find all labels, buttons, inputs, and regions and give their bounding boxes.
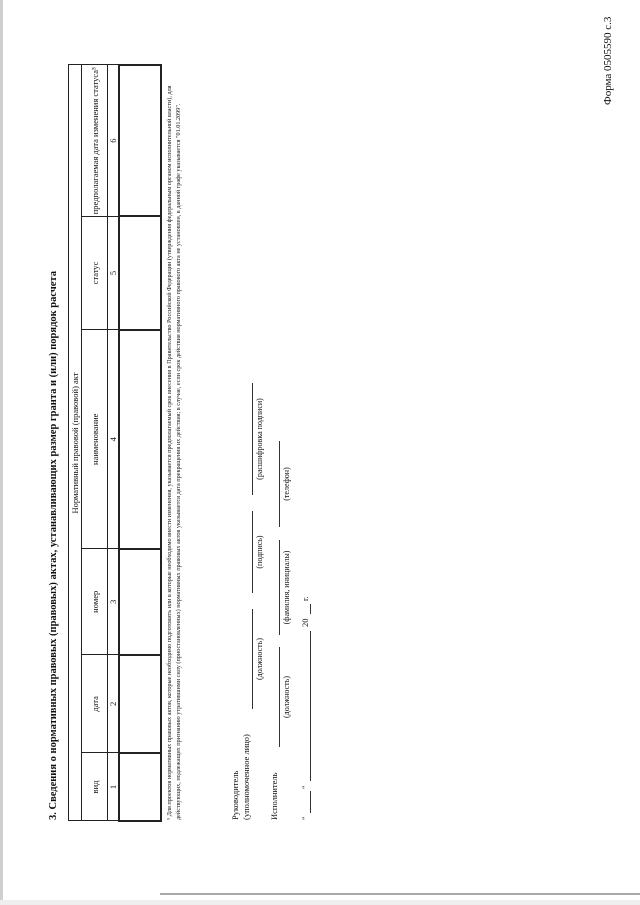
exec-name-line [279,540,280,635]
column-number: 4 [108,330,120,549]
caption-decoding: (расшифровка подписи) [255,398,264,480]
column-header: предполагаемая дата изменения статуса⁵ [82,65,108,216]
signature-line [252,511,253,593]
form-number: Форма 0505590 с.3 [602,16,614,105]
caption-exec-position: (должность) [282,676,291,718]
table-cell [119,65,161,216]
date-close-quote: " [300,785,310,789]
column-number: 3 [108,549,120,655]
column-number: 6 [108,65,120,216]
position-line [252,609,253,709]
normative-acts-table [68,64,162,822]
table-cell [119,655,161,753]
column-header: вид [82,753,108,821]
exec-position-line [279,647,280,747]
caption-signature: (подпись) [255,535,264,569]
caption-position: (должность) [255,638,264,680]
footnote: ⁵ Для проектов нормативных правовых актов, которые необходимо подготовить или в которые необходимо внести изменения, указывается предполагаемый срок внесения в Правительство Российской Федерации (утверждения федеральным органом исполнительной власти), для действующих, подлежащих признанию утратившими силу (приостановленных) нормативных правовых актов указывается дата прекращения их действия; в случае, если срок действия нормативного правового акта не установлен, в данной графе указывается "01.01.2099". [166,85,182,820]
section-title: 3. Сведения о нормативных правовых (правовых) актах, устанавливающих размер гранта и (или) порядок расчета [48,271,59,820]
executor-label: Исполнитель [269,772,279,820]
decoding-line [252,383,253,495]
date-open-quote: " [300,816,310,820]
column-header: статус [82,216,108,329]
table-cell [119,753,161,821]
head-label-authorized: (уполномоченное лицо) [241,734,251,820]
table-cell [119,549,161,655]
column-number: 2 [108,655,120,753]
caption-phone: (телефон) [282,467,291,501]
date-month-line [310,631,311,781]
date-suffix: г. [300,596,310,601]
caption-exec-name: (фамилия, инициалы) [282,550,291,625]
column-number: 1 [108,753,120,821]
column-header: номер [82,549,108,655]
column-header: наименование [82,330,108,549]
column-number: 5 [108,216,120,329]
column-header: дата [82,655,108,753]
table-cell [119,330,161,549]
date-day-line [310,791,311,813]
date-year-line [310,604,311,614]
table-cell [119,216,161,329]
table-group-header: Нормативный правовой (правовой) акт [69,65,82,821]
phone-line [279,441,280,527]
head-label: Руководитель [230,770,240,820]
date-year-prefix: 20 [300,618,310,627]
